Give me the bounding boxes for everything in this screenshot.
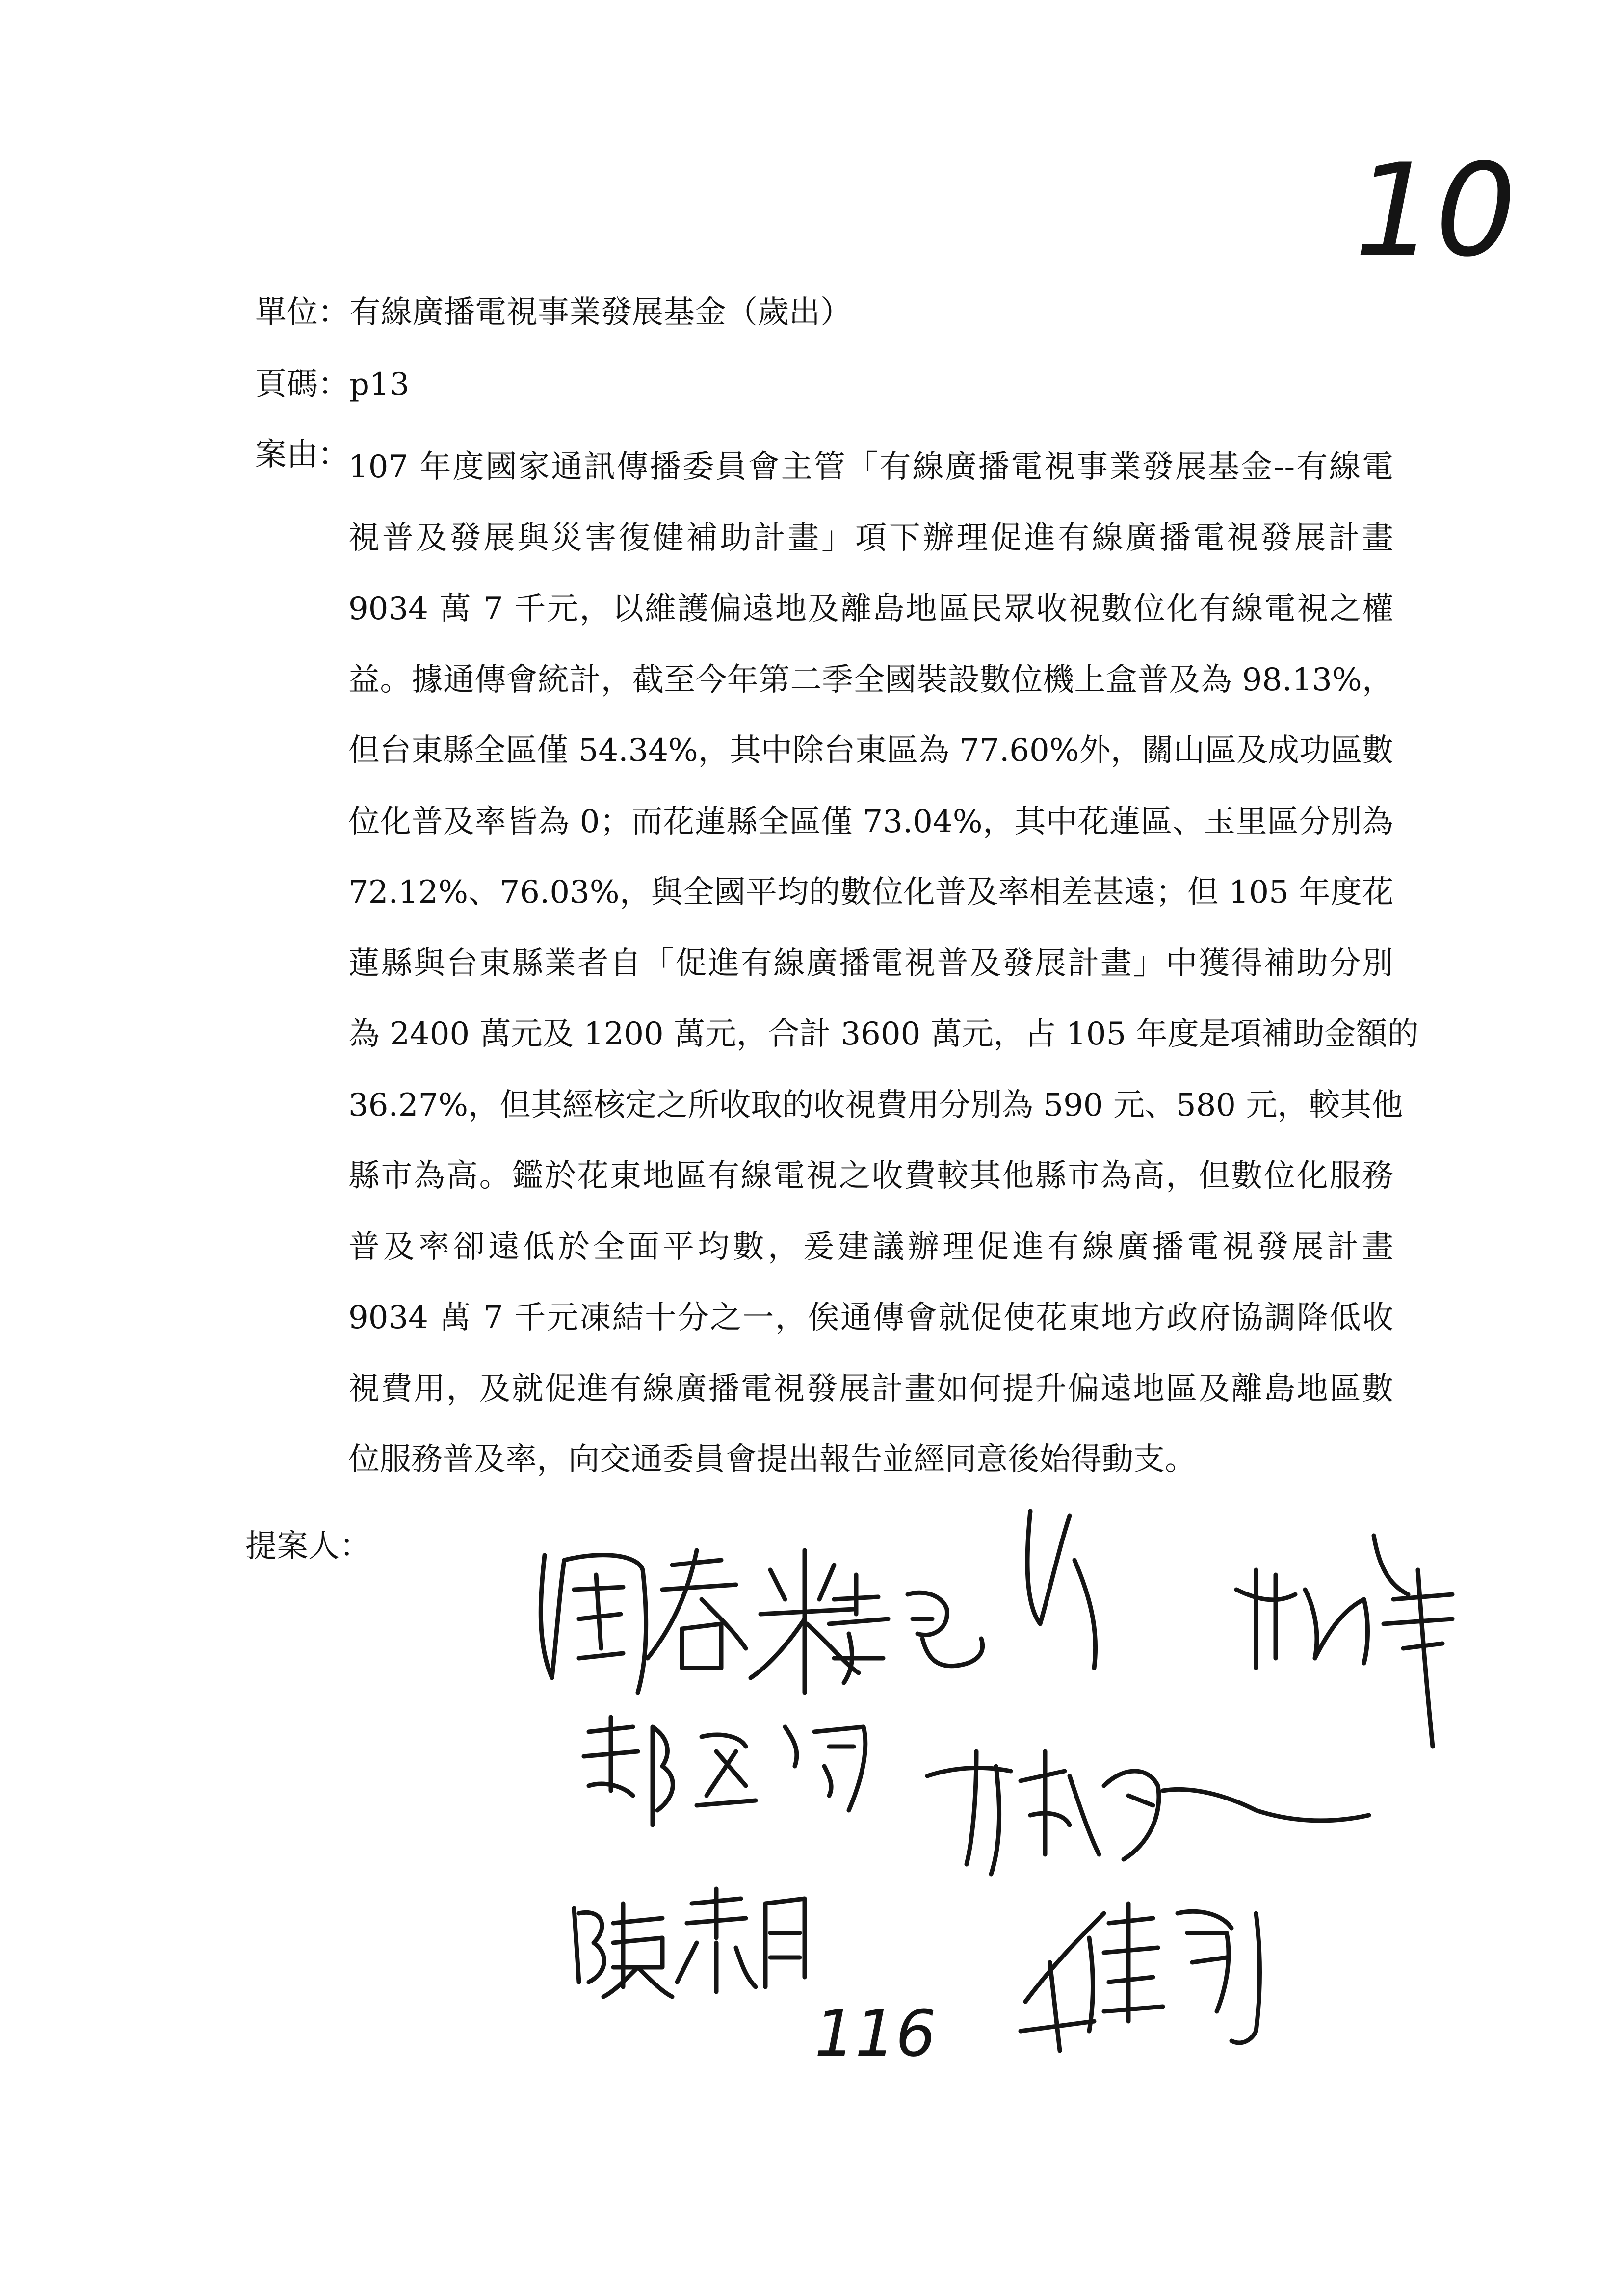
reason-label: 案由： <box>255 437 349 473</box>
proposer-label: 提案人： <box>245 1528 371 1565</box>
reason-line: 位服務普及率，向交通委員會提出報告並經同意後始得動支。 <box>348 1441 1196 1478</box>
reason-line: 視普及發展與災害復健補助計畫」項下辦理促進有線廣播電視發展計畫 <box>348 520 1393 556</box>
reason-line: 益。據通傳會統計，截至今年第二季全國裝設數位機上盒普及為 98.13%， <box>348 661 1393 698</box>
unit-label: 單位： <box>255 294 349 331</box>
reason-line: 9034 萬 7 千元凍結十分之一，俟通傳會就促使花東地方政府協調降低收 <box>348 1300 1393 1336</box>
reason-line: 72.12%、76.03%，與全國平均的數位化普及率相差甚遠；但 105 年度花 <box>348 874 1393 911</box>
reason-line: 為 2400 萬元及 1200 萬元，合計 3600 萬元，占 105 年度是項補助金額的 <box>348 1016 1419 1052</box>
page-ref-label: 頁碼： <box>255 366 349 403</box>
signature <box>584 1717 865 1825</box>
signature <box>927 1751 1369 1874</box>
reason-line: 但台東縣全區僅 54.34%，其中除台東區為 77.60%外，關山區及成功區數 <box>348 732 1393 769</box>
page-ref-value: p13 <box>349 366 410 403</box>
reason-line: 視費用，及就促進有線廣播電視發展計畫如何提升偏遠地區及離島地區數 <box>348 1370 1393 1407</box>
reason-line: 36.27%，但其經核定之所收取的收視費用分別為 590 元、580 元，較其他 <box>348 1087 1403 1123</box>
reason-line: 位化普及率皆為 0；而花蓮縣全區僅 73.04%，其中花蓮區、玉里區分別為 <box>348 803 1393 840</box>
signature <box>1021 1904 1260 2051</box>
reason-line: 107 年度國家通訊傳播委員會主管「有線廣播電視事業發展基金--有線電 <box>348 449 1393 485</box>
handwritten-page-number: 10 <box>1354 137 1517 285</box>
signature <box>541 1550 859 1693</box>
signature <box>1236 1536 1452 1747</box>
handwritten-footer-number: 116 <box>814 1996 937 2071</box>
reason-line: 蓮縣與台東縣業者自「促進有線廣播電視普及發展計畫」中獲得補助分別 <box>348 945 1393 982</box>
reason-line: 縣市為高。鑑於花東地區有線電視之收費較其他縣市為高，但數位化服務 <box>348 1158 1393 1194</box>
signature <box>574 1889 805 1997</box>
signature <box>829 1511 1096 1683</box>
reason-line: 普及率卻遠低於全面平均數，爰建議辦理促進有線廣播電視發展計畫 <box>348 1228 1393 1265</box>
unit-value: 有線廣播電視事業發展基金（歲出） <box>349 294 852 331</box>
reason-line: 9034 萬 7 千元，以維護偏遠地及離島地區民眾收視數位化有線電視之權 <box>348 591 1393 627</box>
